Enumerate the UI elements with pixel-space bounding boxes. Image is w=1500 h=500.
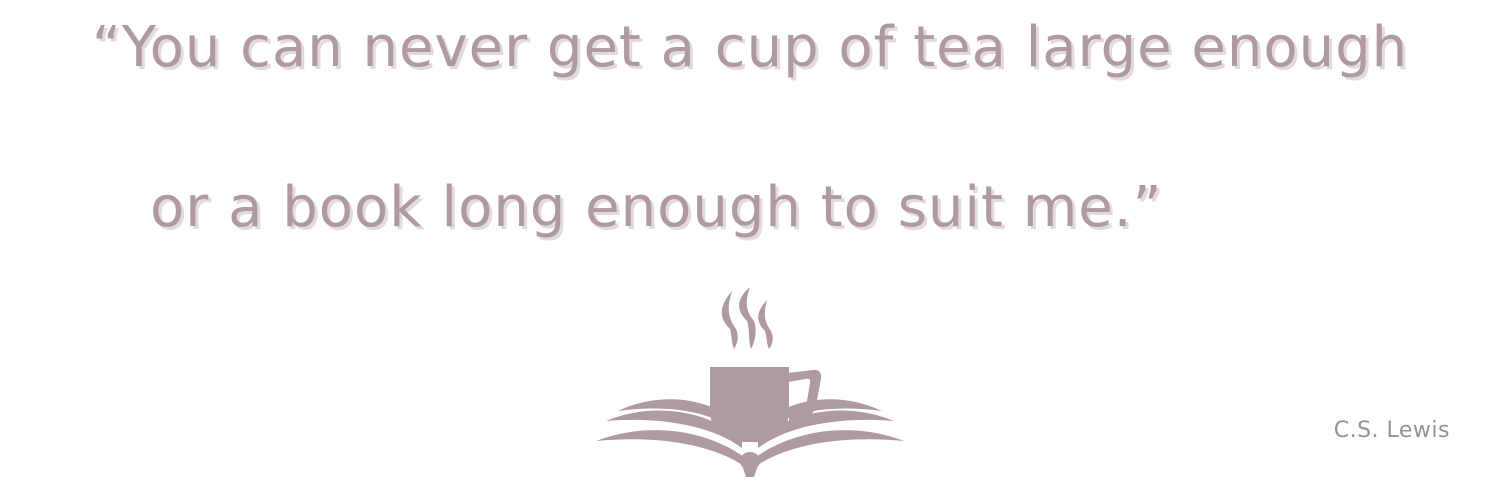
- quote-line-2: or a book long enough to suit me.”: [150, 175, 1163, 240]
- quote-author: C.S. Lewis: [1333, 418, 1450, 443]
- quote-line-1: “You can never get a cup of tea large enough: [91, 15, 1409, 80]
- teacup-on-open-book-icon: [590, 285, 910, 495]
